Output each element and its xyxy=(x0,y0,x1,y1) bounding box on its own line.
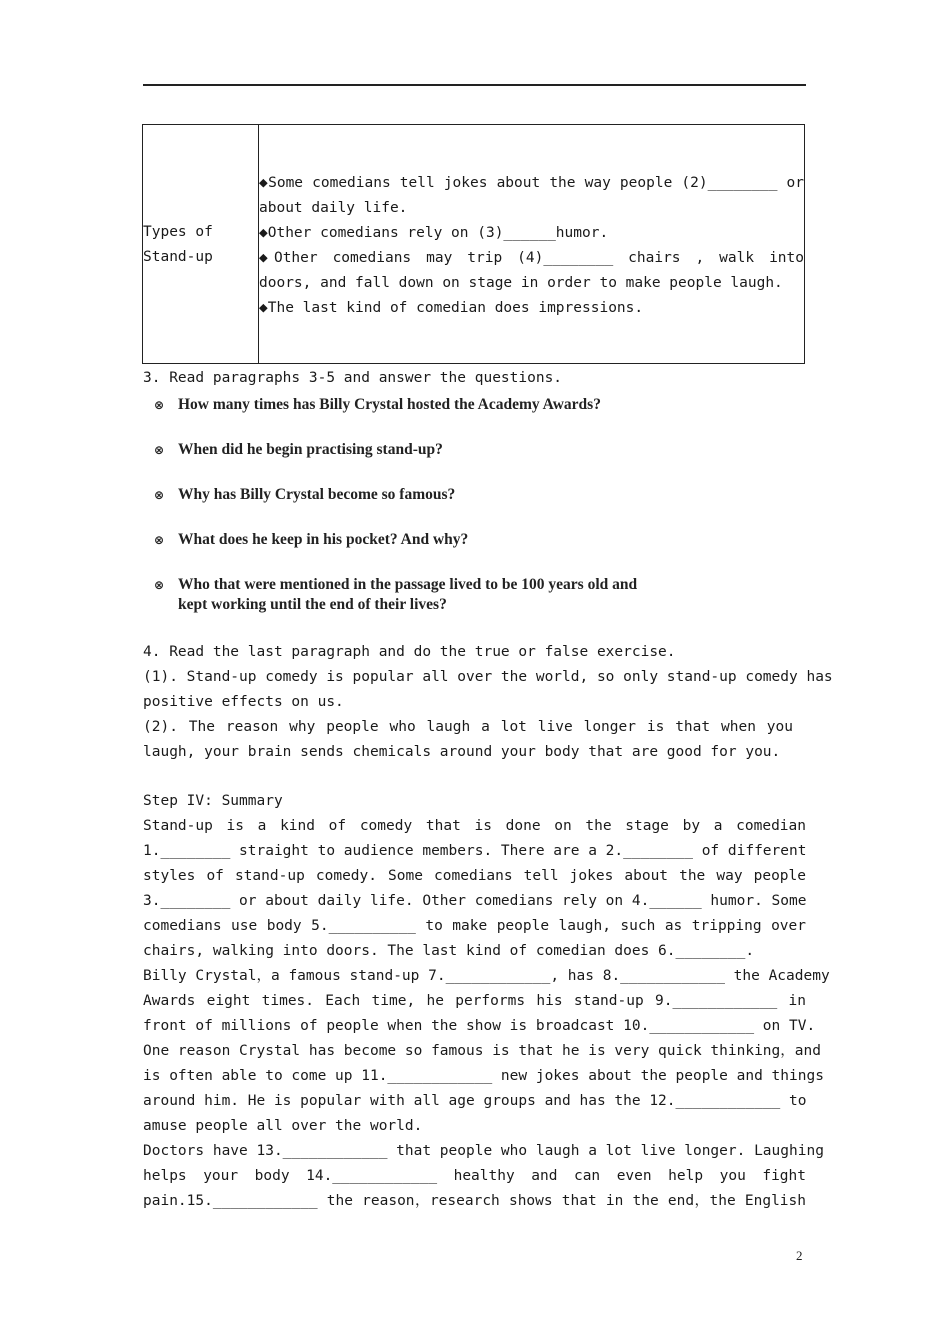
question-item xyxy=(154,396,601,414)
question-text: When did he begin practising stand-up? xyxy=(178,441,443,458)
question-text: What does he keep in his pocket? And why? xyxy=(178,531,469,548)
question-item xyxy=(154,441,443,459)
tf-statement-line: positive effects on us. xyxy=(143,694,344,710)
table-label-line: Types of xyxy=(143,224,213,240)
summary-line: pain.15.____________ the reason，research shows that in the end，the English xyxy=(143,1193,806,1209)
circle-bullet-icon: ⊗ xyxy=(154,398,165,412)
summary-section xyxy=(143,789,830,1214)
question-item xyxy=(154,576,637,614)
header-rule xyxy=(143,84,806,86)
tf-statement-line: laugh, your brain sends chemicals around your body that are good for you. xyxy=(143,744,781,760)
section4 xyxy=(143,640,833,765)
question-text: How many times has Billy Crystal hosted the Academy Awards? xyxy=(178,396,601,413)
summary-line: Awards eight times. Each time, he performs his stand-up 9.____________ in xyxy=(143,993,806,1009)
page-number: 2 xyxy=(796,1248,803,1263)
summary-line: One reason Crystal has become so famous is that he is very quick thinking，and xyxy=(143,1043,821,1059)
question-text: Why has Billy Crystal become so famous? xyxy=(178,486,456,503)
summary-heading: Step IV: Summary xyxy=(143,793,283,809)
summary-line: around him. He is popular with all age groups and has the 12.____________ to xyxy=(143,1093,807,1109)
circle-bullet-icon: ⊗ xyxy=(154,533,165,547)
summary-line: 3.________ or about daily life. Other comedians rely on 4.______ humor. Some xyxy=(143,893,807,909)
table-content-line: ◆Some comedians tell jokes about the way people (2)________ or xyxy=(259,175,804,191)
circle-bullet-icon: ⊗ xyxy=(154,443,165,457)
table-content-line: doors, and fall down on stage in order to make people laugh. xyxy=(259,275,783,291)
table-content-cell xyxy=(259,171,804,321)
summary-line: amuse people all over the world. xyxy=(143,1118,423,1134)
table-content-line: ◆Other comedians may trip (4)________ chairs , walk into xyxy=(259,250,804,266)
tf-statement-line: (1). Stand-up comedy is popular all over the world, so only stand-up comedy has xyxy=(143,669,833,685)
section3-heading xyxy=(143,366,806,391)
circle-bullet-icon: ⊗ xyxy=(154,578,165,592)
question-text: Who that were mentioned in the passage lived to be 100 years old and xyxy=(178,576,638,593)
summary-line: styles of stand-up comedy. Some comedians tell jokes about the way people xyxy=(143,868,806,884)
circle-bullet-icon: ⊗ xyxy=(154,488,165,502)
summary-line: Doctors have 13.____________ that people who laugh a lot live longer. Laughing xyxy=(143,1143,824,1159)
section-heading: 3. Read paragraphs 3-5 and answer the questions. xyxy=(143,370,563,386)
summary-line: 1.________ straight to audience members. There are a 2.________ of different xyxy=(143,843,807,859)
summary-line: front of millions of people when the show is broadcast 10.____________ on TV. xyxy=(143,1018,816,1034)
summary-line: chairs, walking into doors. The last kind of comedian does 6.________. xyxy=(143,943,755,959)
types-table xyxy=(142,124,805,364)
summary-line: comedians use body 5.__________ to make people laugh, such as tripping over xyxy=(143,918,806,934)
question-item xyxy=(154,531,468,549)
summary-line: Billy Crystal，a famous stand-up 7.____________, has 8.____________ the Academy xyxy=(143,968,830,984)
table-label-cell xyxy=(143,220,255,270)
table-content-line: ◆Other comedians rely on (3)______humor. xyxy=(259,225,609,241)
question-text-continued: kept working until the end of their lives? xyxy=(178,596,447,613)
table-label-line: Stand-up xyxy=(143,249,213,265)
summary-line: Stand-up is a kind of comedy that is done on the stage by a comedian xyxy=(143,818,806,834)
tf-statement-line: (2). The reason why people who laugh a lot live longer is that when you xyxy=(143,719,793,735)
table-content-line: about daily life. xyxy=(259,200,408,216)
table-content-line: ◆The last kind of comedian does impressions. xyxy=(259,300,644,316)
summary-line: helps your body 14.____________ healthy and can even help you fight xyxy=(143,1168,806,1184)
section-heading: 4. Read the last paragraph and do the true or false exercise. xyxy=(143,644,676,660)
summary-line: is often able to come up 11.____________ new jokes about the people and things xyxy=(143,1068,824,1084)
question-item xyxy=(154,486,455,504)
